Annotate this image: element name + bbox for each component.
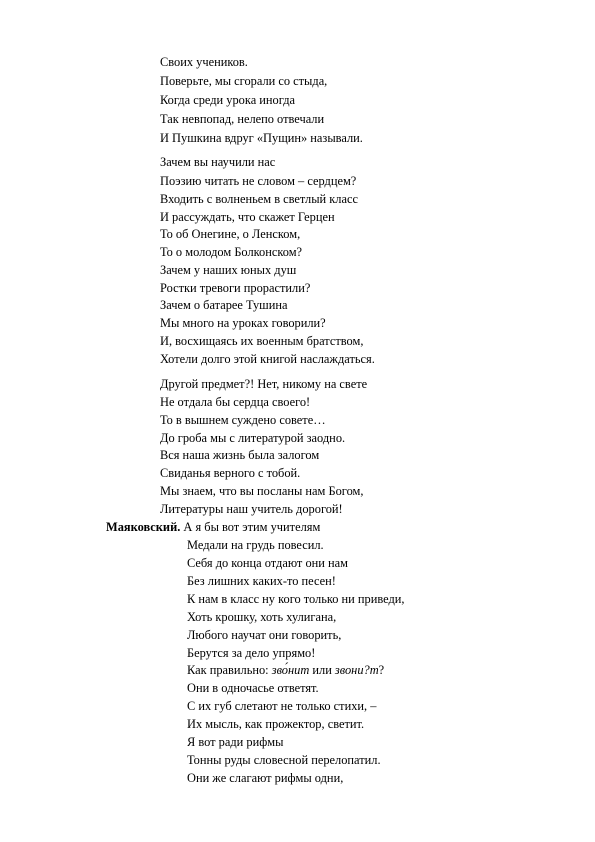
poem-line: Зачем у наших юных душ — [160, 263, 297, 277]
poem-line: Они же слагают рифмы одни, — [187, 771, 344, 785]
poem-line: Хоть крошку, хоть хулигана, — [187, 610, 337, 624]
poem-line: Себя до конца отдают они нам — [187, 556, 348, 570]
poem-line: Мы много на уроках говорили? — [160, 316, 326, 330]
poem-line: Любого научат они говорить, — [187, 628, 342, 642]
stress-option-1: зво́нит — [271, 663, 310, 677]
question-prefix: Как правильно: — [187, 663, 272, 677]
poem-line: Входить с волненьем в светлый класс — [160, 192, 358, 206]
poem-line-question — [187, 663, 384, 678]
poem-line: Другой предмет?! Нет, никому на свете — [160, 377, 368, 391]
poem-line: То в вышнем суждено совете… — [160, 413, 326, 427]
poem-line: Тонны руды словесной перелопатил. — [187, 753, 381, 767]
poem-line: Так невпопад, нелепо отвечали — [160, 112, 325, 126]
poem-line: Я вот ради рифмы — [187, 735, 284, 749]
poem-line: Когда среди урока иногда — [160, 93, 296, 107]
poem-line: Ростки тревоги прорастили? — [160, 281, 311, 295]
poem-line: То о молодом Болконском? — [160, 245, 303, 259]
poem-line: Литературы наш учитель дорогой! — [160, 502, 343, 516]
poem-line: Зачем вы научили нас — [160, 155, 276, 169]
poem-line: Зачем о батарее Тушина — [160, 298, 288, 312]
speaker-line — [106, 520, 320, 535]
poem-line: Их мысль, как прожектор, светит. — [187, 717, 365, 731]
poem-line: И Пушкина вдруг «Пущин» называли. — [160, 131, 363, 145]
poem-line: То об Онегине, о Ленском, — [160, 227, 301, 241]
poem-line: А я бы вот этим учителям — [180, 520, 321, 534]
speaker-name: Маяковский. — [106, 520, 181, 534]
poem-line: Медали на грудь повесил. — [187, 538, 324, 552]
poem-line: И рассуждать, что скажет Герцен — [160, 210, 335, 224]
poem-line: Поэзию читать не словом – сердцем? — [160, 174, 357, 188]
question-end: ? — [378, 663, 385, 677]
poem-line: С их губ слетают не только стихи, – — [187, 699, 377, 713]
stress-option-2: звони?т — [334, 663, 379, 677]
poem-line: Не отдала бы сердца своего! — [160, 395, 311, 409]
poem-line: Мы знаем, что вы посланы нам Богом, — [160, 484, 364, 498]
poem-line: Они в одночасье ответят. — [187, 681, 319, 695]
poem-line: К нам в класс ну кого только ни приведи, — [187, 592, 405, 606]
poem-line: И, восхищаясь их военным братством, — [160, 334, 364, 348]
poem-line: До гроба мы с литературой заодно. — [160, 431, 346, 445]
poem-line: Без лишних каких-то песен! — [187, 574, 336, 588]
poem-line: Свиданья верного с тобой. — [160, 466, 301, 480]
poem-line: Своих учеников. — [160, 55, 248, 69]
poem-line: Поверьте, мы сгорали со стыда, — [160, 74, 328, 88]
poem-line: Берутся за дело упрямо! — [187, 646, 316, 660]
question-mid: или — [309, 663, 335, 677]
poem-line: Хотели долго этой книгой наслаждаться. — [160, 352, 375, 366]
poem-line: Вся наша жизнь была залогом — [160, 448, 320, 462]
